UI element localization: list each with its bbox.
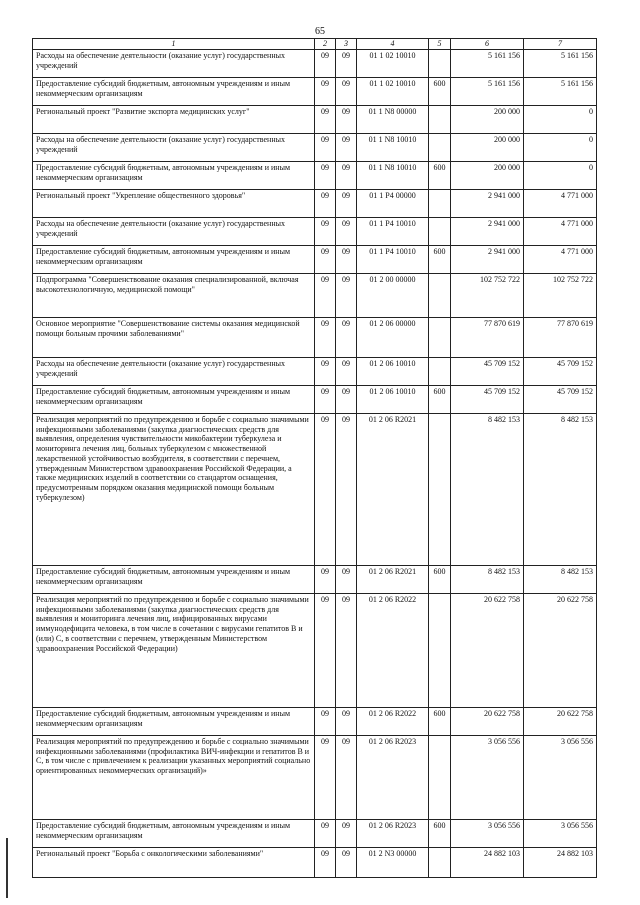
table-row [33, 707, 597, 735]
header-col-2: 2 [315, 39, 336, 50]
table-row [33, 217, 597, 245]
table-row [33, 413, 597, 565]
table-row [33, 133, 597, 161]
row-amount-1: 8 482 153 [451, 565, 524, 593]
row-section: 09 [315, 133, 336, 161]
row-target-code: 01 2 06 10010 [357, 357, 429, 385]
row-name: Предоставление субсидий бюджетным, автономным учреждениям и иным некоммерческим организациям [33, 385, 315, 413]
row-expense-type [429, 217, 451, 245]
row-name: Реализация мероприятий по предупреждению и борьбе с социально значимыми инфекционными заболеваниями (закупка диагностических средств для выявления, определения чувствительности микобактерии туберкулеза и мониторинга лечения лиц, больных туберкулезом с множественной лекарственной устойчивостью возбудителя, в соответствии с перечнем, утвержденным Министерством здравоохранения Российской Федерации, а также медицинских изделий в соответствии со стандартом оснащения, предусмотренным порядком оказания медицинской помощи больным туберкулезом) [33, 413, 315, 565]
row-amount-2: 24 882 103 [524, 847, 597, 877]
row-amount-1: 2 941 000 [451, 217, 524, 245]
row-subsection: 09 [336, 819, 357, 847]
row-name: Основное мероприятие "Совершенствование системы оказания медицинской помощи больным прочими заболеваниями" [33, 317, 315, 357]
table-row [33, 565, 597, 593]
row-expense-type: 600 [429, 77, 451, 105]
table-row [33, 385, 597, 413]
header-row [33, 39, 597, 50]
row-target-code: 01 1 N8 10010 [357, 161, 429, 189]
row-expense-type [429, 273, 451, 317]
row-name: Предоставление субсидий бюджетным, автономным учреждениям и иным некоммерческим организациям [33, 565, 315, 593]
row-expense-type: 600 [429, 385, 451, 413]
row-target-code: 01 1 N8 10010 [357, 133, 429, 161]
budget-table [32, 38, 597, 878]
row-section: 09 [315, 593, 336, 707]
row-amount-1: 77 870 619 [451, 317, 524, 357]
row-subsection: 09 [336, 413, 357, 565]
table-body [33, 49, 597, 877]
row-amount-2: 4 771 000 [524, 189, 597, 217]
row-target-code: 01 2 06 10010 [357, 385, 429, 413]
row-target-code: 01 2 06 R2021 [357, 565, 429, 593]
row-target-code: 01 1 N8 00000 [357, 105, 429, 133]
row-section: 09 [315, 819, 336, 847]
row-expense-type [429, 317, 451, 357]
row-amount-2: 3 056 556 [524, 735, 597, 819]
row-section: 09 [315, 735, 336, 819]
row-expense-type [429, 133, 451, 161]
row-target-code: 01 1 P4 00000 [357, 189, 429, 217]
row-target-code: 01 2 06 R2022 [357, 593, 429, 707]
row-amount-1: 5 161 156 [451, 49, 524, 77]
row-amount-2: 77 870 619 [524, 317, 597, 357]
row-amount-2: 4 771 000 [524, 245, 597, 273]
row-target-code: 01 2 06 00000 [357, 317, 429, 357]
row-section: 09 [315, 707, 336, 735]
row-expense-type [429, 105, 451, 133]
row-subsection: 09 [336, 847, 357, 877]
table-row [33, 593, 597, 707]
row-subsection: 09 [336, 385, 357, 413]
row-expense-type: 600 [429, 565, 451, 593]
row-subsection: 09 [336, 217, 357, 245]
row-amount-1: 5 161 156 [451, 77, 524, 105]
table-row [33, 161, 597, 189]
row-amount-1: 24 882 103 [451, 847, 524, 877]
row-name: Предоставление субсидий бюджетным, автономным учреждениям и иным некоммерческим организациям [33, 77, 315, 105]
table-row [33, 317, 597, 357]
row-expense-type [429, 735, 451, 819]
row-subsection: 09 [336, 565, 357, 593]
row-name: Предоставление субсидий бюджетным, автономным учреждениям и иным некоммерческим организациям [33, 819, 315, 847]
table-row [33, 105, 597, 133]
row-expense-type: 600 [429, 819, 451, 847]
row-amount-2: 0 [524, 133, 597, 161]
row-expense-type: 600 [429, 161, 451, 189]
row-amount-2: 0 [524, 105, 597, 133]
row-section: 09 [315, 385, 336, 413]
row-amount-2: 8 482 153 [524, 413, 597, 565]
row-name: Подпрограмма "Совершенствование оказания специализированной, включая высокотехнологичную, медицинской помощи" [33, 273, 315, 317]
table-row [33, 49, 597, 77]
row-subsection: 09 [336, 245, 357, 273]
row-name: Предоставление субсидий бюджетным, автономным учреждениям и иным некоммерческим организациям [33, 707, 315, 735]
row-amount-2: 102 752 722 [524, 273, 597, 317]
row-name: Реализация мероприятий по предупреждению и борьбе с социально значимыми инфекционными заболеваниями (профилактика ВИЧ-инфекции и гепатитов В и С, в том числе с привлечением к реализации указанных мероприятий социально ориентированных некоммерческих организаций)» [33, 735, 315, 819]
table-row [33, 77, 597, 105]
row-name: Расходы на обеспечение деятельности (оказание услуг) государственных учреждений [33, 49, 315, 77]
row-amount-2: 3 056 556 [524, 819, 597, 847]
row-amount-1: 3 056 556 [451, 735, 524, 819]
row-section: 09 [315, 105, 336, 133]
row-amount-1: 8 482 153 [451, 413, 524, 565]
row-expense-type [429, 847, 451, 877]
row-amount-1: 20 622 758 [451, 707, 524, 735]
row-section: 09 [315, 847, 336, 877]
header-col-3: 3 [336, 39, 357, 50]
row-expense-type [429, 413, 451, 565]
row-expense-type [429, 49, 451, 77]
row-amount-2: 0 [524, 161, 597, 189]
row-subsection: 09 [336, 593, 357, 707]
row-subsection: 09 [336, 105, 357, 133]
row-target-code: 01 2 06 R2022 [357, 707, 429, 735]
row-amount-2: 8 482 153 [524, 565, 597, 593]
row-target-code: 01 2 06 R2023 [357, 819, 429, 847]
row-amount-2: 5 161 156 [524, 49, 597, 77]
row-amount-2: 4 771 000 [524, 217, 597, 245]
row-name: Региональный проект "Борьба с онкологическими заболеваниями" [33, 847, 315, 877]
row-section: 09 [315, 217, 336, 245]
row-subsection: 09 [336, 273, 357, 317]
row-section: 09 [315, 273, 336, 317]
row-subsection: 09 [336, 77, 357, 105]
row-amount-1: 20 622 758 [451, 593, 524, 707]
row-section: 09 [315, 413, 336, 565]
row-amount-1: 200 000 [451, 161, 524, 189]
header-col-6: 6 [451, 39, 524, 50]
row-subsection: 09 [336, 133, 357, 161]
row-amount-1: 45 709 152 [451, 357, 524, 385]
row-target-code: 01 2 06 R2023 [357, 735, 429, 819]
row-amount-2: 20 622 758 [524, 707, 597, 735]
row-name: Региональный проект "Развитие экспорта медицинских услуг" [33, 105, 315, 133]
row-subsection: 09 [336, 189, 357, 217]
row-amount-2: 20 622 758 [524, 593, 597, 707]
row-amount-1: 45 709 152 [451, 385, 524, 413]
row-subsection: 09 [336, 317, 357, 357]
row-name: Расходы на обеспечение деятельности (оказание услуг) государственных учреждений [33, 357, 315, 385]
header-col-5: 5 [429, 39, 451, 50]
row-expense-type [429, 593, 451, 707]
table-row [33, 847, 597, 877]
row-name: Реализация мероприятий по предупреждению и борьбе с социально значимыми инфекционными заболеваниями (закупка диагностических средств для выявления и мониторинга лечения лиц, инфицированных вирусами иммунодефицита человека, в том числе в сочетании с вирусами гепатитов В и (или) С, в соответствии с перечнем, утвержденным Министерством здравоохранения Российской Федерации) [33, 593, 315, 707]
row-name: Расходы на обеспечение деятельности (оказание услуг) государственных учреждений [33, 217, 315, 245]
row-target-code: 01 1 P4 10010 [357, 217, 429, 245]
row-target-code: 01 2 00 00000 [357, 273, 429, 317]
row-name: Расходы на обеспечение деятельности (оказание услуг) государственных учреждений [33, 133, 315, 161]
row-target-code: 01 1 P4 10010 [357, 245, 429, 273]
row-section: 09 [315, 49, 336, 77]
row-section: 09 [315, 245, 336, 273]
row-amount-1: 200 000 [451, 105, 524, 133]
table-row [33, 735, 597, 819]
table-row [33, 245, 597, 273]
table-row [33, 357, 597, 385]
row-name: Региональный проект "Укрепление общественного здоровья" [33, 189, 315, 217]
row-subsection: 09 [336, 161, 357, 189]
row-expense-type [429, 357, 451, 385]
row-amount-2: 5 161 156 [524, 77, 597, 105]
row-target-code: 01 2 N3 00000 [357, 847, 429, 877]
row-subsection: 09 [336, 707, 357, 735]
table-row [33, 189, 597, 217]
row-name: Предоставление субсидий бюджетным, автономным учреждениям и иным некоммерческим организациям [33, 161, 315, 189]
page-number: 65 [315, 26, 325, 37]
row-section: 09 [315, 357, 336, 385]
row-amount-1: 3 056 556 [451, 819, 524, 847]
row-expense-type: 600 [429, 707, 451, 735]
row-amount-1: 2 941 000 [451, 245, 524, 273]
row-amount-1: 200 000 [451, 133, 524, 161]
row-section: 09 [315, 189, 336, 217]
row-target-code: 01 1 02 10010 [357, 77, 429, 105]
scan-edge-mark [6, 838, 8, 898]
row-amount-2: 45 709 152 [524, 385, 597, 413]
row-target-code: 01 2 06 R2021 [357, 413, 429, 565]
row-section: 09 [315, 161, 336, 189]
table-row [33, 273, 597, 317]
row-name: Предоставление субсидий бюджетным, автономным учреждениям и иным некоммерческим организациям [33, 245, 315, 273]
row-section: 09 [315, 565, 336, 593]
row-subsection: 09 [336, 49, 357, 77]
row-subsection: 09 [336, 357, 357, 385]
row-expense-type: 600 [429, 245, 451, 273]
row-subsection: 09 [336, 735, 357, 819]
header-col-7: 7 [524, 39, 597, 50]
row-amount-1: 2 941 000 [451, 189, 524, 217]
header-col-4: 4 [357, 39, 429, 50]
table-row [33, 819, 597, 847]
row-section: 09 [315, 317, 336, 357]
row-section: 09 [315, 77, 336, 105]
row-expense-type [429, 189, 451, 217]
header-col-1: 1 [33, 39, 315, 50]
row-amount-2: 45 709 152 [524, 357, 597, 385]
row-target-code: 01 1 02 10010 [357, 49, 429, 77]
row-amount-1: 102 752 722 [451, 273, 524, 317]
